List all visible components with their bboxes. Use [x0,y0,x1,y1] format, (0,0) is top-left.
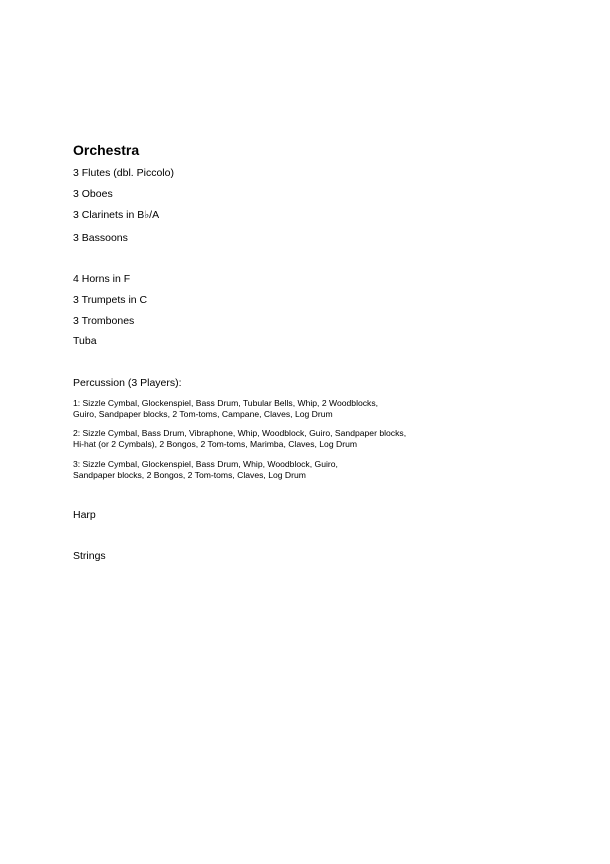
percussion-player-3-line-2: Sandpaper blocks, 2 Bongos, 2 Tom-toms, Claves, Log Drum [73,470,306,480]
percussion-player-3-line-1: 3: Sizzle Cymbal, Glockenspiel, Bass Drum, Whip, Woodblock, Guiro, [73,459,338,469]
harp-line: Harp [73,509,96,521]
brass-horns: 4 Horns in F [73,273,131,285]
woodwind-oboes: 3 Oboes [73,188,113,200]
brass-trombones: 3 Trombones [73,315,135,327]
percussion-heading: Percussion (3 Players): [73,377,182,389]
brass-tuba: Tuba [73,335,97,347]
percussion-player-2-line-1: 2: Sizzle Cymbal, Bass Drum, Vibraphone, Whip, Woodblock, Guiro, Sandpaper blocks, [73,428,407,438]
brass-trumpets: 3 Trumpets in C [73,294,148,306]
percussion-player-1-line-1: 1: Sizzle Cymbal, Glockenspiel, Bass Drum, Tubular Bells, Whip, 2 Woodblocks, [73,398,379,408]
percussion-player-2 [73,428,406,450]
woodwind-clarinets: 3 Clarinets in B♭/A [73,209,160,221]
percussion-player-1 [73,398,378,420]
percussion-player-1-line-2: Guiro, Sandpaper blocks, 2 Tom-toms, Campane, Claves, Log Drum [73,409,333,419]
page-title: Orchestra [73,142,140,158]
strings-line: Strings [73,550,106,562]
woodwind-bassoons: 3 Bassoons [73,232,128,244]
percussion-player-2-line-2: Hi-hat (or 2 Cymbals), 2 Bongos, 2 Tom-toms, Marimba, Claves, Log Drum [73,439,358,449]
woodwind-flutes: 3 Flutes (dbl. Piccolo) [73,167,174,179]
percussion-player-3 [73,459,338,481]
